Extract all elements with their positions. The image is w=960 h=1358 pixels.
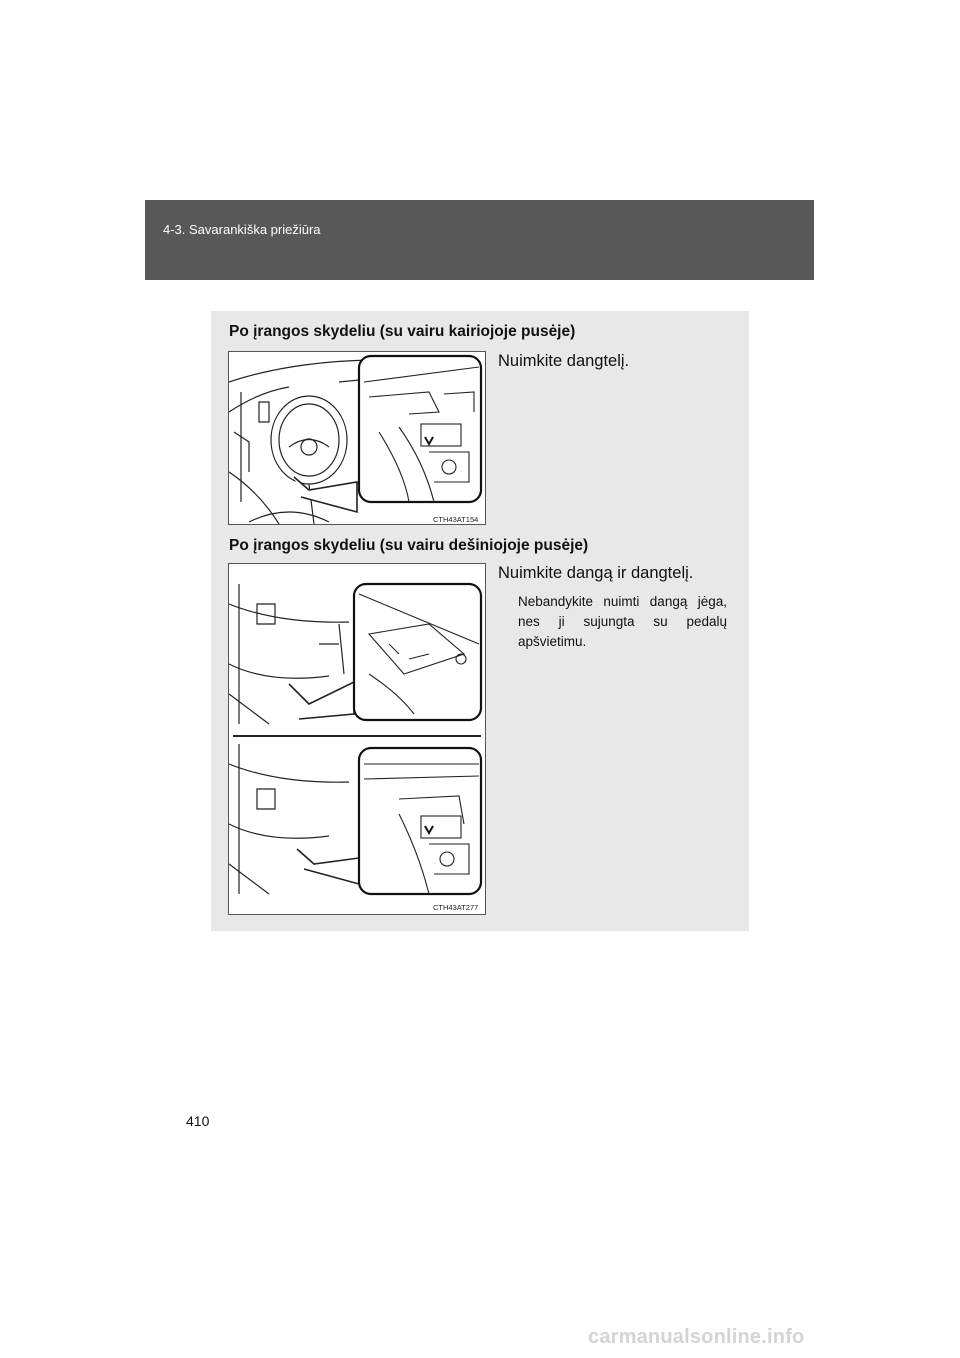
content-panel xyxy=(211,311,749,931)
figure-code-left: CTH43AT154 xyxy=(433,515,479,524)
header-band xyxy=(145,200,814,280)
dashboard-lhd-drawing xyxy=(229,352,485,524)
illustration-right-drive xyxy=(228,563,486,915)
step-remove-cover: Nuimkite dangtelį. xyxy=(498,352,630,370)
warning-note: Nebandykite nuimti dangą jėga, nes ji sujungta su pedalų apšvietimu. xyxy=(518,594,727,649)
page-number: 410 xyxy=(186,1113,210,1129)
section-title: 4-3. Savarankiška priežiūra xyxy=(163,222,321,237)
heading-right-drive: Po įrangos skydeliu (su vairu dešiniojoje pusėje) xyxy=(229,537,589,554)
heading-left-drive: Po įrangos skydeliu (su vairu kairiojoje pusėje) xyxy=(229,323,576,340)
step-remove-covering: Nuimkite dangą ir dangtelį. xyxy=(498,564,694,582)
dashboard-rhd-drawing xyxy=(229,564,485,914)
figure-code-right: CTH43AT277 xyxy=(433,903,479,912)
illustration-left-drive xyxy=(228,351,486,525)
footer-watermark[interactable]: carmanualsonline.info xyxy=(588,1326,805,1348)
